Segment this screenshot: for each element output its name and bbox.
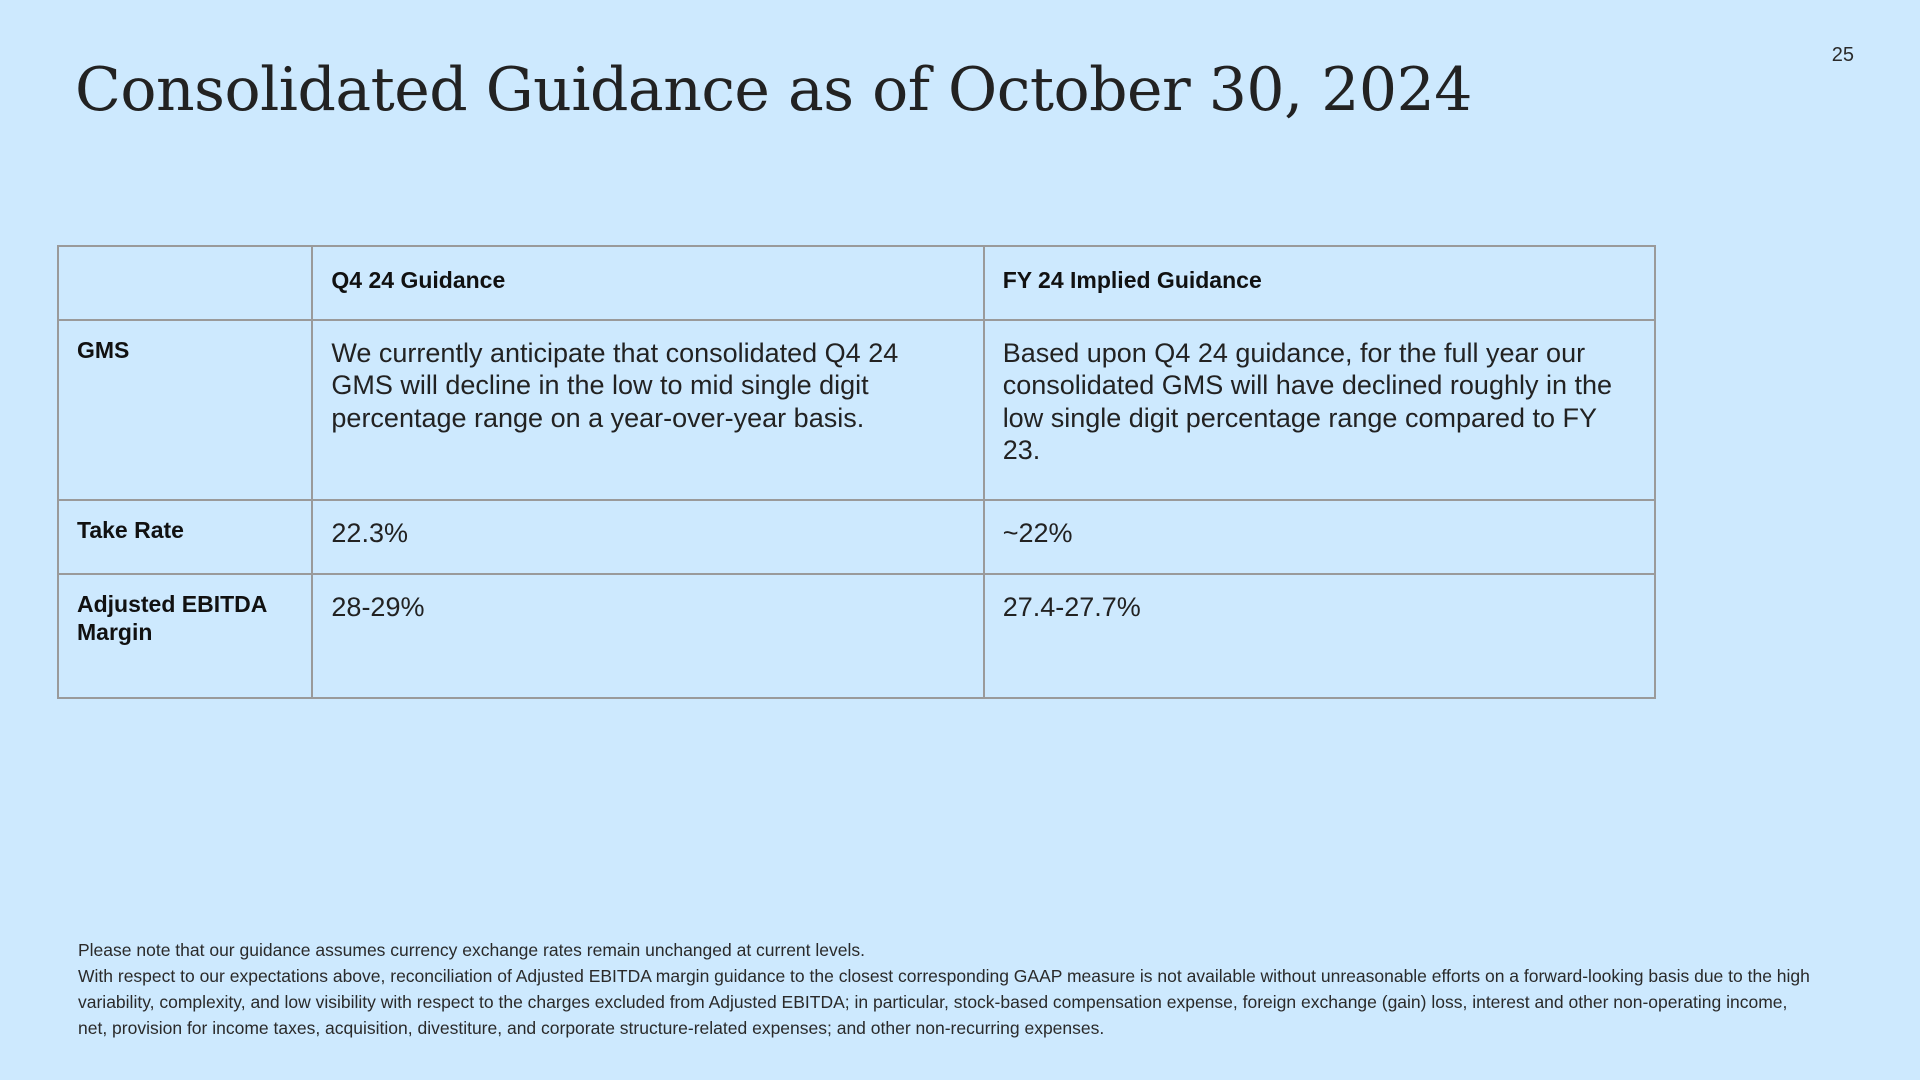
header-cell-empty xyxy=(58,246,312,320)
ebitda-fy-guidance: 27.4-27.7% xyxy=(1002,592,1141,622)
footnotes xyxy=(78,937,1818,1041)
take-rate-fy-guidance: ~22% xyxy=(1002,518,1073,548)
header-cell-q4 xyxy=(312,246,983,320)
row-label-gms: GMS xyxy=(77,337,130,363)
gms-q4-guidance: We currently anticipate that consolidated Q4 24 GMS will decline in the low to mid single digit percentage range on a year-over-year basis. xyxy=(331,338,899,433)
page-number: 25 xyxy=(1831,44,1854,66)
fy-cell xyxy=(984,574,1655,698)
table-row xyxy=(58,574,1655,698)
gms-fy-guidance: Based upon Q4 24 guidance, for the full year our consolidated GMS will have declined roughly in the low single digit percentage range compared to FY 23. xyxy=(1002,338,1613,466)
table-row xyxy=(58,500,1655,574)
header-fy-implied-guidance: FY 24 Implied Guidance xyxy=(1002,267,1262,293)
fy-cell xyxy=(984,500,1655,574)
row-label-cell xyxy=(58,320,312,500)
fy-cell xyxy=(984,320,1655,500)
header-q4-guidance: Q4 24 Guidance xyxy=(331,267,506,293)
row-label-cell xyxy=(58,574,312,698)
row-label-take-rate: Take Rate xyxy=(77,517,184,543)
row-label-cell xyxy=(58,500,312,574)
guidance-table xyxy=(57,245,1656,699)
header-cell-fy xyxy=(984,246,1655,320)
q4-cell xyxy=(312,500,983,574)
take-rate-q4-guidance: 22.3% xyxy=(331,518,408,548)
row-label-adjusted-ebitda-margin: Adjusted EBITDA Margin xyxy=(77,591,267,645)
footnote-reconciliation: With respect to our expectations above, reconciliation of Adjusted EBITDA margin guidance to the closest corresponding GAAP measure is not available without unreasonable efforts on a forward-looking basis due to the high variability, complexity, and low visibility with respect to the charges excluded from Adjusted EBITDA; in particular, stock-based compensation expense, foreign exchange (gain) loss, interest and other non-operating income, net, provision for income taxes, acquisition, divestiture, and corporate structure-related expenses; and other non-recurring expenses. xyxy=(78,966,1810,1038)
q4-cell xyxy=(312,574,983,698)
slide-title: Consolidated Guidance as of October 30, 2024 xyxy=(75,55,1472,125)
table-row xyxy=(58,320,1655,500)
q4-cell xyxy=(312,320,983,500)
footnote-currency: Please note that our guidance assumes currency exchange rates remain unchanged at current levels. xyxy=(78,940,865,960)
ebitda-q4-guidance: 28-29% xyxy=(331,592,425,622)
header-label xyxy=(77,263,293,267)
table-header-row xyxy=(58,246,1655,320)
